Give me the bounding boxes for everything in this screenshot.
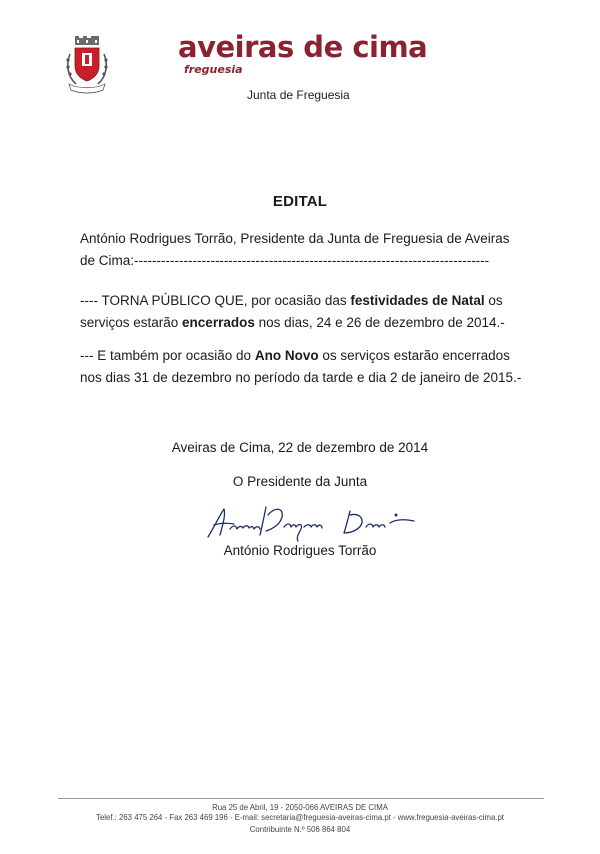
text-segment: ---- TORNA PÚBLICO QUE, por ocasião das: [80, 293, 351, 308]
signer-name: António Rodrigues Torrão: [223, 543, 377, 558]
footer-address: Rua 25 de Abril, 19 - 2050-066 AVEIRAS DE CIMA: [212, 803, 388, 812]
new-year-line-2: nos dias 31 de dezembro no período da tarde e dia 2 de janeiro de 2015.-: [80, 370, 522, 385]
bold-segment: encerrados: [182, 315, 255, 330]
intro-line-1: António Rodrigues Torrão, Presidente da Junta de Freguesia de Aveiras: [80, 231, 510, 246]
new-year-paragraph: [80, 345, 532, 389]
text-segment: os: [484, 293, 503, 308]
text-segment: nos dias, 24 e 26 de dezembro de 2014.-: [254, 315, 505, 330]
handwritten-signature-icon: [200, 493, 430, 545]
bold-segment: festividades de Natal: [350, 293, 485, 308]
announcement-line-1: [80, 290, 532, 312]
brand-logo: [178, 30, 438, 86]
date-place: Aveiras de Cima, 22 de dezembro de 2014: [171, 440, 429, 455]
bold-segment: Ano Novo: [254, 348, 319, 363]
municipal-crest-icon: [64, 36, 110, 98]
footer-contacts: Telef.: 263 475 264 - Fax 263 469 196 - E-mail: secretaria@freguesia-aveiras-cima.pt - www.freguesia-aveiras-cima.pt: [96, 813, 504, 822]
page-title: EDITAL: [272, 193, 328, 210]
announcement-paragraph: [80, 290, 532, 334]
text-segment: --- E também por ocasião do: [80, 348, 255, 363]
footer-tax-id: Contribuinte N.º 506 864 804: [249, 825, 351, 834]
new-year-line-1: [80, 345, 532, 367]
intro-paragraph: [80, 228, 532, 272]
signer-role: O Presidente da Junta: [232, 474, 368, 489]
text-segment: os serviços estarão encerrados: [318, 348, 510, 363]
footer-divider: [58, 798, 544, 799]
intro-line-2: de Cima:-------------------------------------------------------------------------------: [80, 253, 490, 268]
institution-name: Junta de Freguesia: [247, 88, 350, 102]
brand-subtitle: freguesia: [184, 63, 243, 76]
text-segment: serviços estarão: [80, 315, 183, 330]
brand-name: aveiras de cima: [178, 30, 428, 64]
announcement-line-2: [80, 312, 532, 334]
